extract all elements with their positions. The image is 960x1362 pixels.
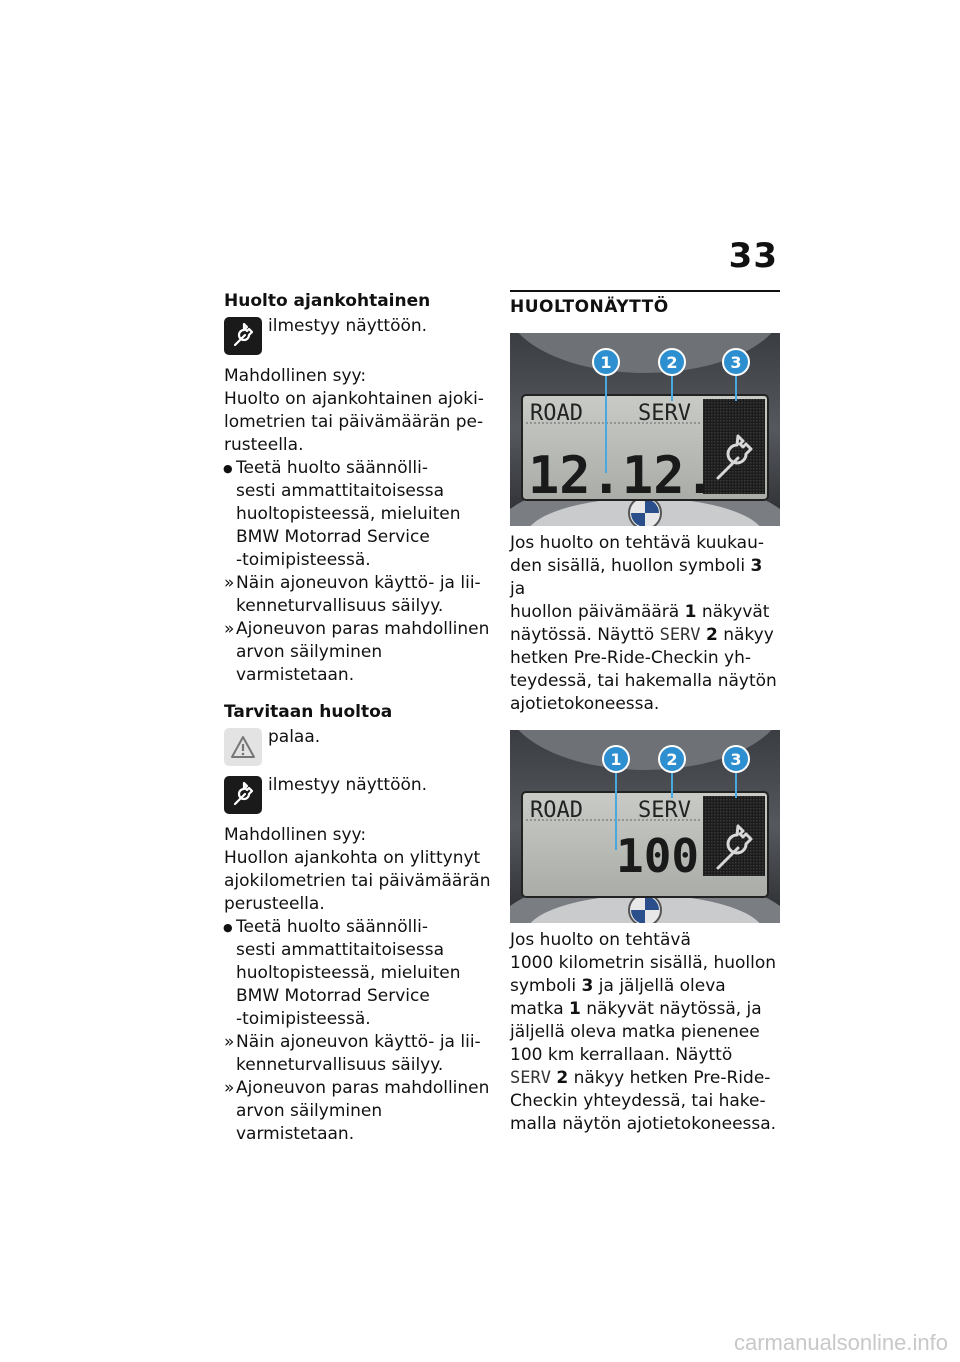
right-column	[510, 290, 780, 1136]
display-figure-distance	[510, 730, 780, 923]
cause-line: lometrien tai päivämäärän pe-	[224, 412, 484, 432]
paragraph-distance-service: Jos huolto on tehtävä 1000 kilometrin sisällä, huollon symboli 3 ja jäljellä oleva matka 1 näkyvät näytössä, ja jäljellä oleva matka pienenee 100 km kerrallaan. Näyttö SERV 2 näkyy hetken Pre-Ride- Checkin yhteydessä, tai hake- malla näytön ajotietokoneessa.	[510, 930, 777, 1134]
result-item: » Ajoneuvon paras mahdollinen arvon säilyminen varmistetaan.	[224, 1077, 492, 1146]
road-label: ROAD	[530, 401, 583, 426]
section-title: HUOLTONÄYTTÖ	[510, 297, 669, 317]
result-item: » Ajoneuvon paras mahdollinen arvon säilyminen varmistetaan.	[224, 618, 492, 687]
result-item: » Näin ajoneuvon käyttö- ja lii- kenneturvallisuus säilyy.	[224, 572, 492, 618]
result-item: » Näin ajoneuvon käyttö- ja lii- kenneturvallisuus säilyy.	[224, 1031, 492, 1077]
callout-3: 3	[730, 750, 742, 769]
left-column	[224, 290, 492, 1146]
cause-label: Mahdollinen syy:	[224, 825, 367, 845]
display-figure-date	[510, 333, 780, 526]
callout-1: 1	[610, 750, 622, 769]
warning-icon-line	[224, 726, 492, 766]
service-icon-line	[224, 315, 492, 355]
wrench-icon	[224, 317, 262, 355]
paragraph-date-service: Jos huolto on tehtävä kuukau- den sisällä, huollon symboli 3 ja huollon päivämäärä 1 näkyvät näytössä. Näyttö SERV 2 näkyy hetken Pre-Ride-Checkin yh- teydessä, tai hakemalla näytön ajotietokoneessa.	[510, 533, 777, 714]
icon-caption: ilmestyy näyttöön.	[268, 316, 428, 336]
callout-3: 3	[730, 353, 742, 372]
icon-caption: palaa.	[268, 727, 321, 747]
action-list	[224, 916, 492, 1146]
wrench-icon	[224, 776, 262, 814]
cause-line: rusteella.	[224, 435, 304, 455]
section-rule	[510, 290, 780, 292]
road-label: ROAD	[530, 798, 583, 823]
page-number: 33	[728, 236, 778, 276]
cause-line: Huolto on ajankohtainen ajoki-	[224, 389, 484, 409]
callout-2: 2	[666, 353, 678, 372]
service-icon-line	[224, 774, 492, 814]
cause-line: perusteella.	[224, 894, 325, 914]
display-value: 100	[616, 829, 700, 883]
cause-line: Huollon ajankohta on ylittynyt	[224, 848, 481, 868]
serv-label: SERV	[638, 401, 691, 426]
action-item: ● Teetä huolto säännölli- sesti ammattitaitoisessa huoltopisteessä, mieluiten BMW Motorrad Service -toimipisteessä.	[224, 457, 492, 572]
serv-label: SERV	[638, 798, 691, 823]
cause-line: ajokilometrien tai päivämäärän	[224, 871, 491, 891]
action-list	[224, 457, 492, 687]
heading-service-required: Tarvitaan huoltoa	[224, 702, 393, 722]
cause-label: Mahdollinen syy:	[224, 366, 367, 386]
callout-1: 1	[600, 353, 612, 372]
watermark: carmanualsonline.info	[733, 1330, 948, 1355]
action-item: ● Teetä huolto säännölli- sesti ammattitaitoisessa huoltopisteessä, mieluiten BMW Motorrad Service -toimipisteessä.	[224, 916, 492, 1031]
warning-triangle-icon	[224, 728, 262, 766]
callout-2: 2	[666, 750, 678, 769]
icon-caption: ilmestyy näyttöön.	[268, 775, 428, 795]
display-value: 12.12.	[528, 446, 716, 506]
heading-service-due: Huolto ajankohtainen	[224, 291, 431, 311]
